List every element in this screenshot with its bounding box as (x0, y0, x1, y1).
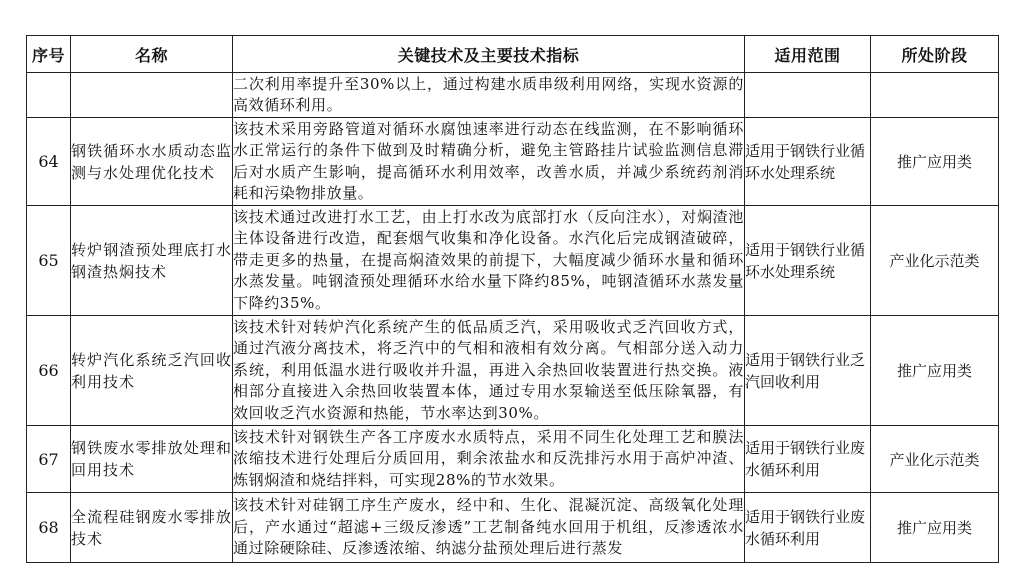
table-row (27, 493, 999, 563)
table-row (27, 73, 999, 118)
tech-stage: 推广应用类 (871, 118, 999, 206)
tech-stage: 产业化示范类 (871, 206, 999, 316)
tech-stage: 产业化示范类 (871, 426, 999, 493)
table-row (27, 118, 999, 206)
tech-description: 该技术针对钢铁生产各工序废水水质特点，采用不同生化处理工艺和膜法浓缩技术进行处理后分质回用，剩余浓盐水和反洗排污水用于高炉冲渣、炼钢焖渣和烧结拌料，可实现28%的节水效果。 (233, 426, 745, 493)
row-number: 66 (27, 316, 71, 426)
tech-name: 转炉汽化系统乏汽回收利用技术 (71, 316, 233, 426)
tech-stage: 推广应用类 (871, 493, 999, 563)
tech-scope: 适用于钢铁行业废水循环利用 (745, 426, 871, 493)
tech-scope: 适用于钢铁行业循环水处理系统 (745, 206, 871, 316)
tech-name: 转炉钢渣预处理底打水钢渣热焖技术 (71, 206, 233, 316)
tech-name (71, 73, 233, 118)
row-number: 64 (27, 118, 71, 206)
row-number (27, 73, 71, 118)
row-number: 68 (27, 493, 71, 563)
tech-scope: 适用于钢铁行业废水循环利用 (745, 493, 871, 563)
tech-name: 钢铁循环水水质动态监测与水处理优化技术 (71, 118, 233, 206)
tech-scope: 适用于钢铁行业乏汽回收利用 (745, 316, 871, 426)
header-row (27, 36, 999, 73)
tech-name: 钢铁废水零排放处理和回用技术 (71, 426, 233, 493)
header-tech: 关键技术及主要技术指标 (233, 36, 745, 73)
tech-stage (871, 73, 999, 118)
table-row (27, 316, 999, 426)
technology-table (26, 35, 999, 563)
tech-description: 该技术针对硅钢工序生产废水，经中和、生化、混凝沉淀、高级氧化处理后，产水通过“超滤+三级反渗透”工艺制备纯水回用于机组，反渗透浓水通过除硬除硅、反渗透浓缩、纳滤分盐预处理后进行蒸发 (233, 493, 745, 563)
table-row (27, 206, 999, 316)
tech-name: 全流程硅钢废水零排放技术 (71, 493, 233, 563)
header-no: 序号 (27, 36, 71, 73)
tech-scope (745, 73, 871, 118)
tech-description: 该技术通过改进打水工艺，由上打水改为底部打水（反向注水），对焖渣池主体设备进行改造，配套烟气收集和净化设备。水汽化后完成钢渣破碎，带走更多的热量，在提高焖渣效果的前提下，大幅度减少循环水量和循环水蒸发量。吨钢渣预处理循环水给水量下降约85%，吨钢渣循环水蒸发量下降约35%。 (233, 206, 745, 316)
tech-stage: 推广应用类 (871, 316, 999, 426)
tech-description: 该技术采用旁路管道对循环水腐蚀速率进行动态在线监测，在不影响循环水正常运行的条件下做到及时精确分析，避免主管路挂片试验监测信息滞后对水质产生影响，提高循环水利用效率，改善水质，并减少系统药剂消耗和污染物排放量。 (233, 118, 745, 206)
tech-scope: 适用于钢铁行业循环水处理系统 (745, 118, 871, 206)
tech-description: 该技术针对转炉汽化系统产生的低品质乏汽，采用吸收式乏汽回收方式，通过汽液分离技术，将乏汽中的气相和液相有效分离。气相部分送入动力系统，利用低温水进行吸收并升温，再进入余热回收装置进行热交换。液相部分直接进入余热回收装置本体，通过专用水泵输送至低压除氧器，有效回收乏汽水资源和热能，节水率达到30%。 (233, 316, 745, 426)
row-number: 67 (27, 426, 71, 493)
header-name: 名称 (71, 36, 233, 73)
tech-description: 二次利用率提升至30%以上，通过构建水质串级利用网络，实现水资源的高效循环利用。 (233, 73, 745, 118)
row-number: 65 (27, 206, 71, 316)
header-scope: 适用范围 (745, 36, 871, 73)
table-row (27, 426, 999, 493)
header-stage: 所处阶段 (871, 36, 999, 73)
